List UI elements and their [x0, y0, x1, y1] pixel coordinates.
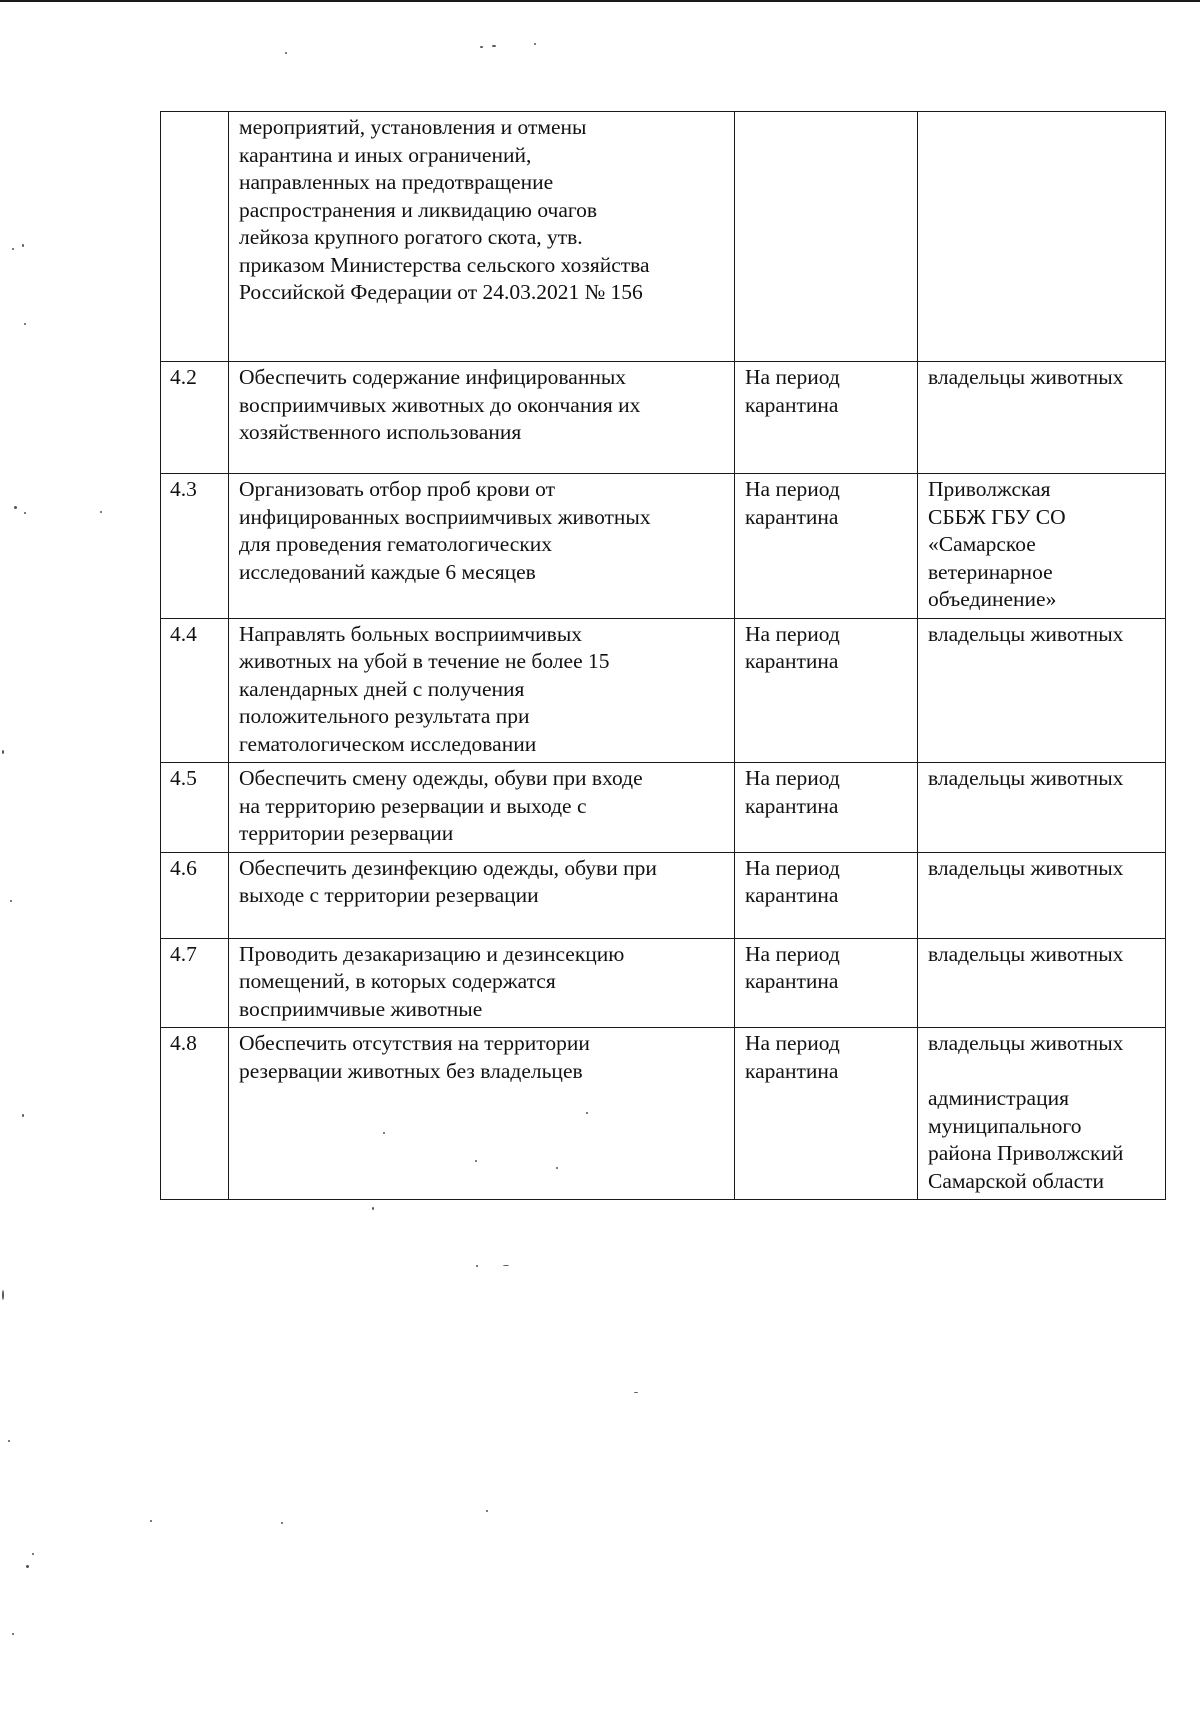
- table-row: [161, 763, 1166, 853]
- responsible-text: владельцы животных: [918, 618, 1166, 763]
- scan-speck: [285, 52, 287, 54]
- table-row: [161, 362, 1166, 474]
- measure-text: Обеспечить содержание инфицированных восприимчивых животных до окончания их хозяйственного использования: [229, 362, 735, 474]
- scan-speck: [10, 900, 12, 902]
- row-number: 4.5: [161, 763, 229, 853]
- scan-speck: [2, 750, 4, 754]
- quarantine-measures-table: [160, 111, 1166, 1200]
- scan-speck: [480, 46, 483, 48]
- scan-speck: [503, 1265, 509, 1266]
- scan-speck: [534, 43, 536, 45]
- table-row: [161, 938, 1166, 1028]
- table-row: [161, 618, 1166, 763]
- scan-speck: [281, 1522, 283, 1524]
- scan-speck: [12, 1633, 14, 1635]
- table-row: [161, 852, 1166, 938]
- table-row: [161, 474, 1166, 619]
- scan-speck: [8, 1440, 10, 1442]
- scan-speck: [12, 248, 14, 250]
- scan-speck: [586, 1112, 588, 1114]
- row-number: 4.3: [161, 474, 229, 619]
- responsible-text: владельцы животных: [918, 938, 1166, 1028]
- scan-speck: [24, 323, 26, 325]
- period-text: На период карантина: [735, 362, 918, 474]
- scan-speck: [24, 512, 26, 514]
- row-number: 4.4: [161, 618, 229, 763]
- scan-speck: [486, 1510, 488, 1512]
- measure-text: Обеспечить смену одежды, обуви при входе на территорию резервации и выходе с территории резервации: [229, 763, 735, 853]
- scan-speck: [476, 1265, 478, 1267]
- scan-speck: [492, 45, 496, 47]
- measure-text: Обеспечить дезинфекцию одежды, обуви при выходе с территории резервации: [229, 852, 735, 938]
- measure-text: мероприятий, установления и отмены карантина и иных ограничений, направленных на предотвращение распространения и ликвидацию очагов лейкоза крупного рогатого скота, утв. приказом Министерства сельского хозяйства Российской Федерации от 24.03.2021 № 156: [229, 112, 735, 362]
- scan-speck: [2, 1290, 4, 1300]
- responsible-text: [918, 112, 1166, 362]
- scan-speck: [634, 1392, 638, 1393]
- responsible-text: владельцы животных: [918, 763, 1166, 853]
- scan-speck: [372, 1207, 374, 1210]
- page-top-edge-line: [0, 0, 1200, 2]
- responsible-text: Приволжская СББЖ ГБУ СО «Самарское ветеринарное объединение»: [918, 474, 1166, 619]
- period-text: На период карантина: [735, 938, 918, 1028]
- responsible-text: владельцы животных: [918, 362, 1166, 474]
- scan-speck: [383, 1132, 385, 1134]
- measure-text: Проводить дезакаризацию и дезинсекцию помещений, в которых содержатся восприимчивые животные: [229, 938, 735, 1028]
- row-number: 4.6: [161, 852, 229, 938]
- row-number: 4.8: [161, 1028, 229, 1200]
- scan-speck: [26, 1565, 29, 1568]
- period-text: На период карантина: [735, 474, 918, 619]
- responsible-text: владельцы животных администрация муниципального района Приволжский Самарской области: [918, 1028, 1166, 1200]
- responsible-text: владельцы животных: [918, 852, 1166, 938]
- scan-speck: [100, 511, 102, 513]
- row-number: [161, 112, 229, 362]
- row-number: 4.2: [161, 362, 229, 474]
- scan-speck: [32, 1553, 34, 1555]
- measure-text: Обеспечить отсутствия на территории резервации животных без владельцев: [229, 1028, 735, 1200]
- period-text: На период карантина: [735, 852, 918, 938]
- row-number: 4.7: [161, 938, 229, 1028]
- measure-text: Направлять больных восприимчивых животных на убой в течение не более 15 календарных дней с получения положительного результата при гематологическом исследовании: [229, 618, 735, 763]
- scan-speck: [556, 1167, 558, 1169]
- period-text: На период карантина: [735, 618, 918, 763]
- scan-speck: [14, 506, 17, 509]
- scan-speck: [22, 244, 24, 247]
- table-row: [161, 112, 1166, 362]
- table-row: [161, 1028, 1166, 1200]
- period-text: [735, 112, 918, 362]
- period-text: На период карантина: [735, 1028, 918, 1200]
- scan-speck: [22, 1114, 24, 1117]
- scan-speck: [475, 1160, 477, 1162]
- period-text: На период карантина: [735, 763, 918, 853]
- scan-speck: [150, 1520, 152, 1522]
- measure-text: Организовать отбор проб крови от инфицированных восприимчивых животных для проведения гематологических исследований каждые 6 месяцев: [229, 474, 735, 619]
